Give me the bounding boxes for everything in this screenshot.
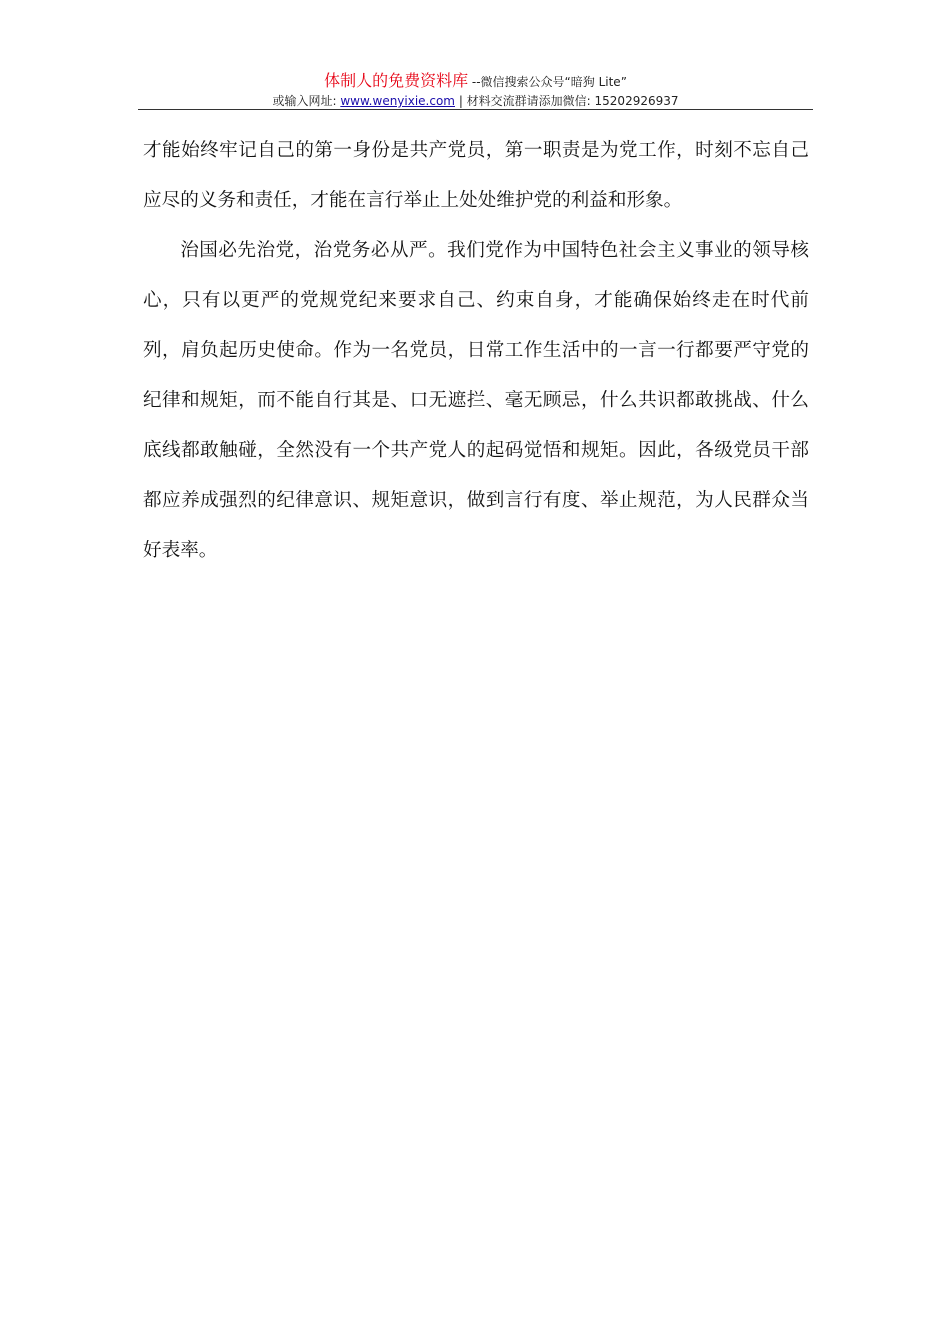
paragraph: 治国必先治党，治党务必从严。我们党作为中国特色社会主义事业的领导核心，只有以更严的党规党纪来要求自己、约束自身，才能确保始终走在时代前列，肩负起历史使命。作为一名党员，日常工作生活中的一言一行都要严守党的纪律和规矩，而不能自行其是、口无遮拦、毫无顾忌，什么共识都敢挑战、什么底线都敢触碰，全然没有一个共产党人的起码觉悟和规矩。因此，各级党员干部都应养成强烈的纪律意识、规矩意识，做到言行有度、举止规范，为人民群众当好表率。 [143,240,809,561]
paragraph: 才能始终牢记自己的第一身份是共产党员，第一职责是为党工作，时刻不忘自己应尽的义务和责任，才能在言行举止上处处维护党的利益和形象。 [143,140,809,211]
header-contact-suffix: | 材料交流群请添加微信: 15202926937 [455,94,679,108]
header-brand: 体制人的免费资料库 [324,71,469,90]
header-contact-line [138,92,813,110]
document-body [143,126,809,576]
page-header [138,70,813,110]
header-subtitle: --微信搜索公众号“暗狗 Lite” [468,75,627,89]
header-title-line [138,70,813,92]
header-url-prefix: 或输入网址: [272,94,341,108]
header-divider [138,109,813,110]
header-url-link[interactable]: www.wenyixie.com [340,94,455,108]
